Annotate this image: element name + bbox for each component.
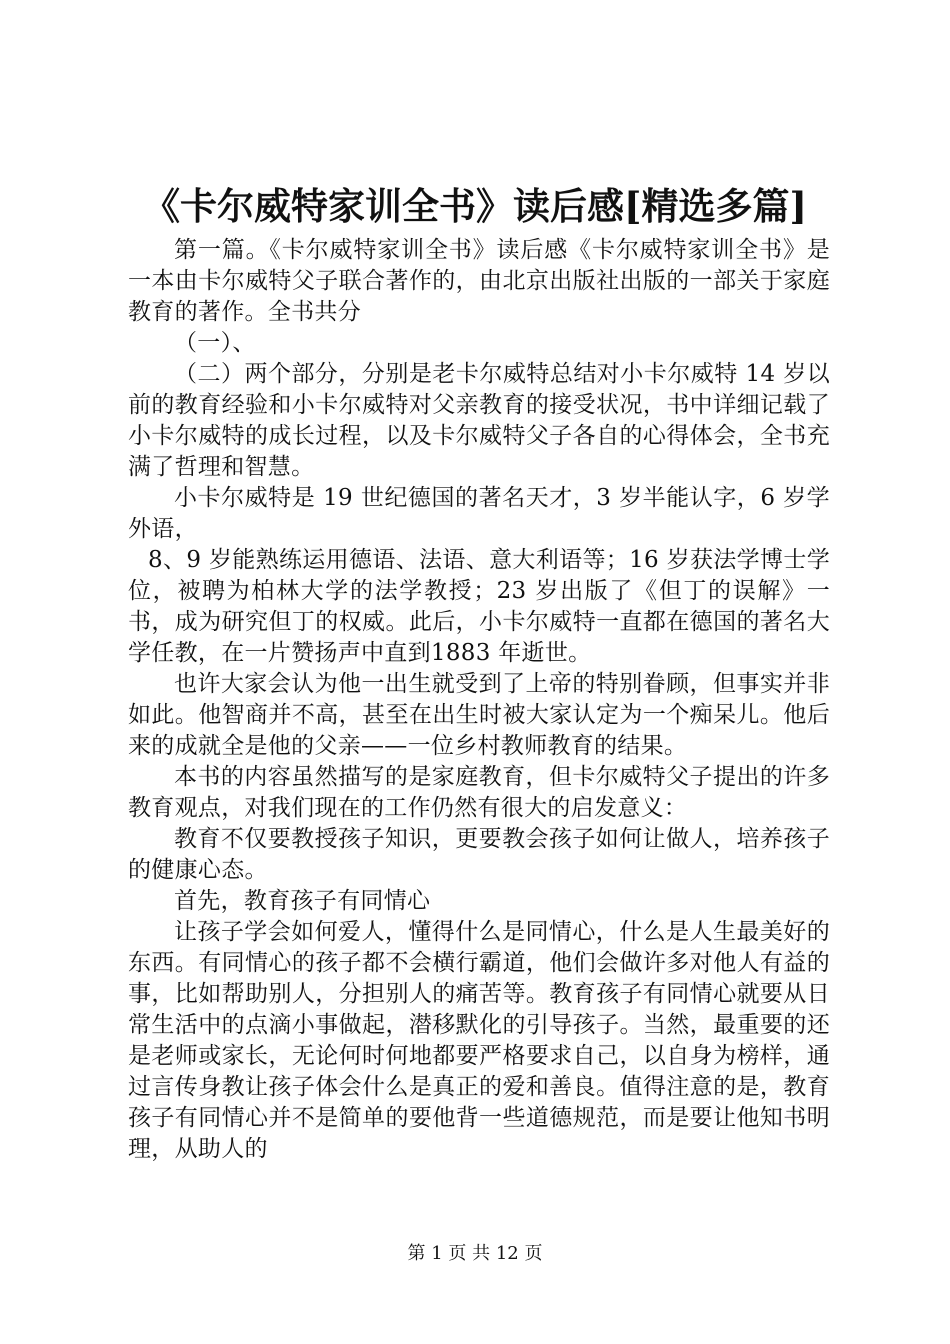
paragraph: 首先，教育孩子有同情心 — [174, 888, 431, 914]
paragraph: 本书的内容虽然描写的是家庭教育，但卡尔威特父子提出的许多教育观点，对我们现在的工作仍然有很大的启发意义： — [128, 764, 830, 821]
paragraph: 也许大家会认为他一出生就受到了上帝的特别眷顾，但事实并非如此。他智商并不高，甚至在出生时被大家认定为一个痴呆儿。他后来的成就全是他的父亲——一位乡村教师教育的结果。 — [128, 671, 830, 759]
document-body — [128, 235, 830, 1165]
page-number-footer: 第 1 页 共 12 页 — [407, 1243, 543, 1264]
paragraph: 让孩子学会如何爱人，懂得什么是同情心，什么是人生最美好的东西。有同情心的孩子都不会横行霸道，他们会做许多对他人有益的事，比如帮助别人，分担别人的痛苦等。教育孩子有同情心就要从日常生活中的点滴小事做起，潜移默化的引导孩子。当然，最重要的还是老师或家长，无论何时何地都要严格要求自己，以自身为榜样，通过言传身教让孩子体会什么是真正的爱和善良。值得注意的是，教育孩子有同情心并不是简单的要他背一些道德规范，而是要让他知书明理，从助人的 — [128, 919, 830, 1162]
paragraph: 教育不仅要教授孩子知识，更要教会孩子如何让做人，培养孩子的健康心态。 — [128, 826, 830, 883]
paragraph: 8、9 岁能熟练运用德语、法语、意大利语等；16 岁获法学博士学位，被聘为柏林大学的法学教授；23 岁出版了《但丁的误解》一书，成为研究但丁的权威。此后，小卡尔威特一直都在德国的著名大学任教，在一片赞扬声中直到1883 年逝世。 — [128, 547, 830, 666]
document-title: 《卡尔威特家训全书》读后感[精选多篇] — [142, 184, 807, 228]
paragraph: 第一篇。《卡尔威特家训全书》读后感《卡尔威特家训全书》是一本由卡尔威特父子联合著作的，由北京出版社出版的一部关于家庭教育的著作。全书共分 — [128, 237, 830, 325]
paragraph: 小卡尔威特是 19 世纪德国的著名天才，3 岁半能认字，6 岁学外语， — [128, 485, 830, 542]
paragraph: （二）两个部分，分别是老卡尔威特总结对小卡尔威特 14 岁以前的教育经验和小卡尔威特对父亲教育的接受状况，书中详细记载了小卡尔威特的成长过程，以及卡尔威特父子各自的心得体会，全书充满了哲理和智慧。 — [128, 361, 830, 480]
paragraph: （一）、 — [174, 330, 256, 356]
